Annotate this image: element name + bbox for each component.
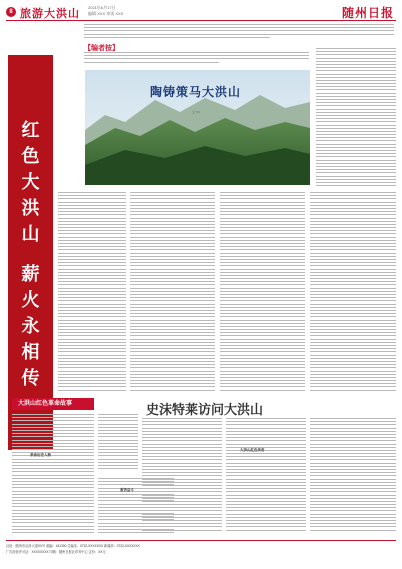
page-number-badge: 8 bbox=[6, 7, 16, 17]
lower-column-1 bbox=[12, 414, 94, 536]
header-rule bbox=[6, 20, 396, 21]
banner-char: 大 bbox=[21, 172, 40, 192]
lower-column-5 bbox=[310, 418, 396, 536]
body-column-2 bbox=[130, 192, 215, 392]
subhead-2: 艰苦奋斗 bbox=[120, 488, 134, 492]
lower-column-3 bbox=[142, 418, 222, 536]
body-column-1 bbox=[58, 192, 126, 392]
footer-line-1: 社址：随州市沿河大道XX号 邮编：441300 总编室：0722-XXXXXXX 新闻部：0722-XXXXXXX bbox=[6, 544, 140, 548]
subhead-3: 大洪山红色传奇 bbox=[240, 448, 265, 452]
header-meta bbox=[88, 5, 208, 16]
body-column-4 bbox=[310, 192, 396, 392]
main-article-title: 陶铸策马大洪山 bbox=[150, 85, 242, 99]
paper-name: 随州日报 bbox=[341, 6, 394, 20]
header-editors: 编辑 XXX 审读 XXX bbox=[88, 10, 124, 16]
banner-char: 红 bbox=[21, 120, 40, 140]
sidebar-short-column bbox=[98, 414, 138, 474]
editor-note-text bbox=[84, 52, 309, 68]
main-article-author: 文 XX bbox=[192, 110, 200, 114]
page-footer bbox=[6, 540, 396, 555]
red-vertical-banner bbox=[8, 55, 53, 450]
header-date: 2021年6月17日 bbox=[88, 5, 116, 10]
subhead-1: 革命历史人物 bbox=[30, 453, 51, 457]
banner-gap bbox=[8, 247, 53, 261]
footer-line-2: 广告经营许可证：XXXXXXXX 印刷：随州日报社印务中心 定价：XX元 bbox=[6, 550, 106, 554]
banner-char: 洪 bbox=[21, 198, 40, 218]
editor-note-tag: 【编者按】 bbox=[84, 44, 119, 52]
second-article-title: 史沫特莱访问大洪山 bbox=[146, 402, 264, 417]
lower-column-4 bbox=[226, 418, 306, 536]
banner-char: 永 bbox=[21, 316, 40, 336]
banner-char: 传 bbox=[21, 368, 40, 388]
right-column-text bbox=[316, 48, 396, 188]
body-column-3 bbox=[220, 192, 305, 392]
banner-char: 薪 bbox=[21, 264, 40, 284]
banner-char: 色 bbox=[21, 146, 40, 166]
editor-note-top-text bbox=[84, 24, 394, 43]
banner-char: 山 bbox=[21, 224, 40, 244]
section-bar: 大洪山红色革命故事 bbox=[12, 398, 94, 410]
banner-char: 火 bbox=[21, 290, 40, 310]
column-title: 旅游大洪山 bbox=[20, 8, 80, 20]
banner-char: 相 bbox=[21, 342, 40, 362]
